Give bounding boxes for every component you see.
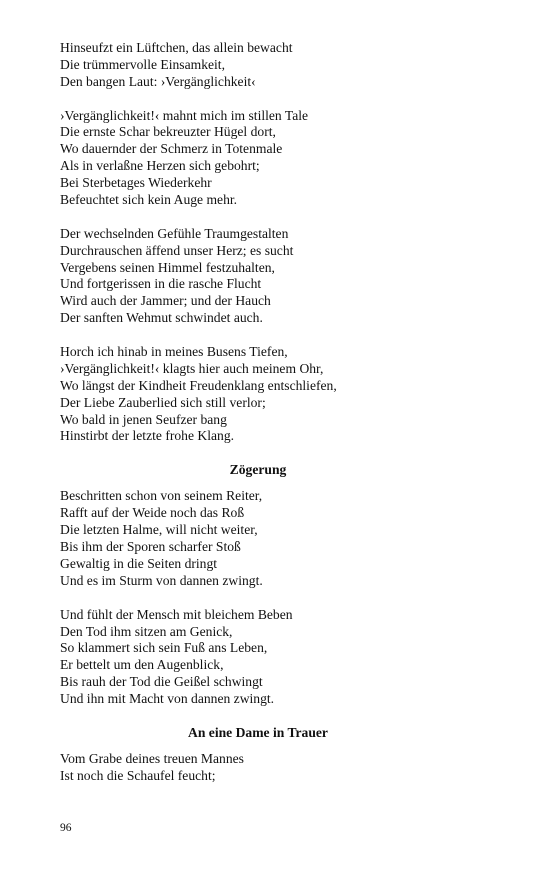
verse-line: ›Vergänglichkeit!‹ mahnt mich im stillen Tale bbox=[60, 107, 309, 123]
poem-section bbox=[60, 461, 460, 708]
verse-line: Und ihn mit Macht von dannen zwingt. bbox=[60, 691, 275, 707]
verse-line: Bis rauh der Tod die Geißel schwingt bbox=[60, 674, 263, 690]
verse-line: Wo dauernder der Schmerz in Totenmale bbox=[60, 141, 283, 157]
stanza bbox=[60, 108, 460, 209]
verse-line: Beschritten schon von seinem Reiter, bbox=[60, 488, 263, 504]
poem-section bbox=[60, 724, 460, 785]
verse-line: Die trümmervolle Einsamkeit, bbox=[60, 56, 225, 72]
verse-line: Wird auch der Jammer; und der Hauch bbox=[60, 293, 271, 309]
verse-line: Hinseufzt ein Lüftchen, das allein bewacht bbox=[60, 40, 293, 55]
page-number: 96 bbox=[60, 822, 72, 834]
verse-line: Der Liebe Zauberlied sich still verlor; bbox=[60, 394, 266, 410]
verse-line: Bis ihm der Sporen scharfer Stoß bbox=[60, 539, 241, 555]
verse-line: Bei Sterbetages Wiederkehr bbox=[60, 175, 212, 191]
verse-line: Den Tod ihm sitzen am Genick, bbox=[60, 623, 233, 639]
poem-section bbox=[60, 40, 460, 445]
verse-line: Befeuchtet sich kein Auge mehr. bbox=[60, 192, 238, 208]
stanza bbox=[60, 344, 460, 445]
verse-line: Die letzten Halme, will nicht weiter, bbox=[60, 522, 258, 538]
poem-title: Zögerung bbox=[229, 462, 287, 478]
poem-title: An eine Dame in Trauer bbox=[188, 724, 328, 740]
verse-line: Wo längst der Kindheit Freudenklang entschliefen, bbox=[60, 377, 337, 393]
verse-line: Ist noch die Schaufel feucht; bbox=[60, 767, 216, 783]
page-content bbox=[60, 40, 460, 785]
verse-line: Der wechselnden Gefühle Traumgestalten bbox=[60, 225, 289, 241]
verse-line: Vergebens seinen Himmel festzuhalten, bbox=[60, 259, 275, 275]
verse-line: Wo bald in jenen Seufzer bang bbox=[60, 411, 227, 427]
verse-line: Er bettelt um den Augenblick, bbox=[60, 657, 224, 673]
verse-line: ›Vergänglichkeit!‹ klagts hier auch meinem Ohr, bbox=[60, 360, 324, 376]
verse-line: Und es im Sturm von dannen zwingt. bbox=[60, 572, 263, 588]
stanza bbox=[60, 488, 460, 589]
verse-line: Und fühlt der Mensch mit bleichem Beben bbox=[60, 606, 293, 622]
verse-line: Vom Grabe deines treuen Mannes bbox=[60, 750, 244, 766]
verse-line: Den bangen Laut: ›Vergänglichkeit‹ bbox=[60, 73, 256, 89]
verse-line: Hinstirbt der letzte frohe Klang. bbox=[60, 428, 235, 444]
stanza bbox=[60, 751, 460, 785]
verse-line: So klammert sich sein Fuß ans Leben, bbox=[60, 640, 268, 656]
verse-line: Rafft auf der Weide noch das Roß bbox=[60, 505, 245, 521]
verse-line: Als in verlaßne Herzen sich gebohrt; bbox=[60, 158, 260, 174]
stanza bbox=[60, 607, 460, 708]
stanza bbox=[60, 40, 460, 91]
verse-line: Gewaltig in die Seiten dringt bbox=[60, 555, 218, 571]
verse-line: Und fortgerissen in die rasche Flucht bbox=[60, 276, 262, 292]
verse-line: Durchrauschen äffend unser Herz; es sucht bbox=[60, 242, 294, 258]
verse-line: Horch ich hinab in meines Busens Tiefen, bbox=[60, 344, 288, 360]
stanza bbox=[60, 226, 460, 327]
verse-line: Der sanften Wehmut schwindet auch. bbox=[60, 310, 263, 326]
verse-line: Die ernste Schar bekreuzter Hügel dort, bbox=[60, 124, 276, 140]
